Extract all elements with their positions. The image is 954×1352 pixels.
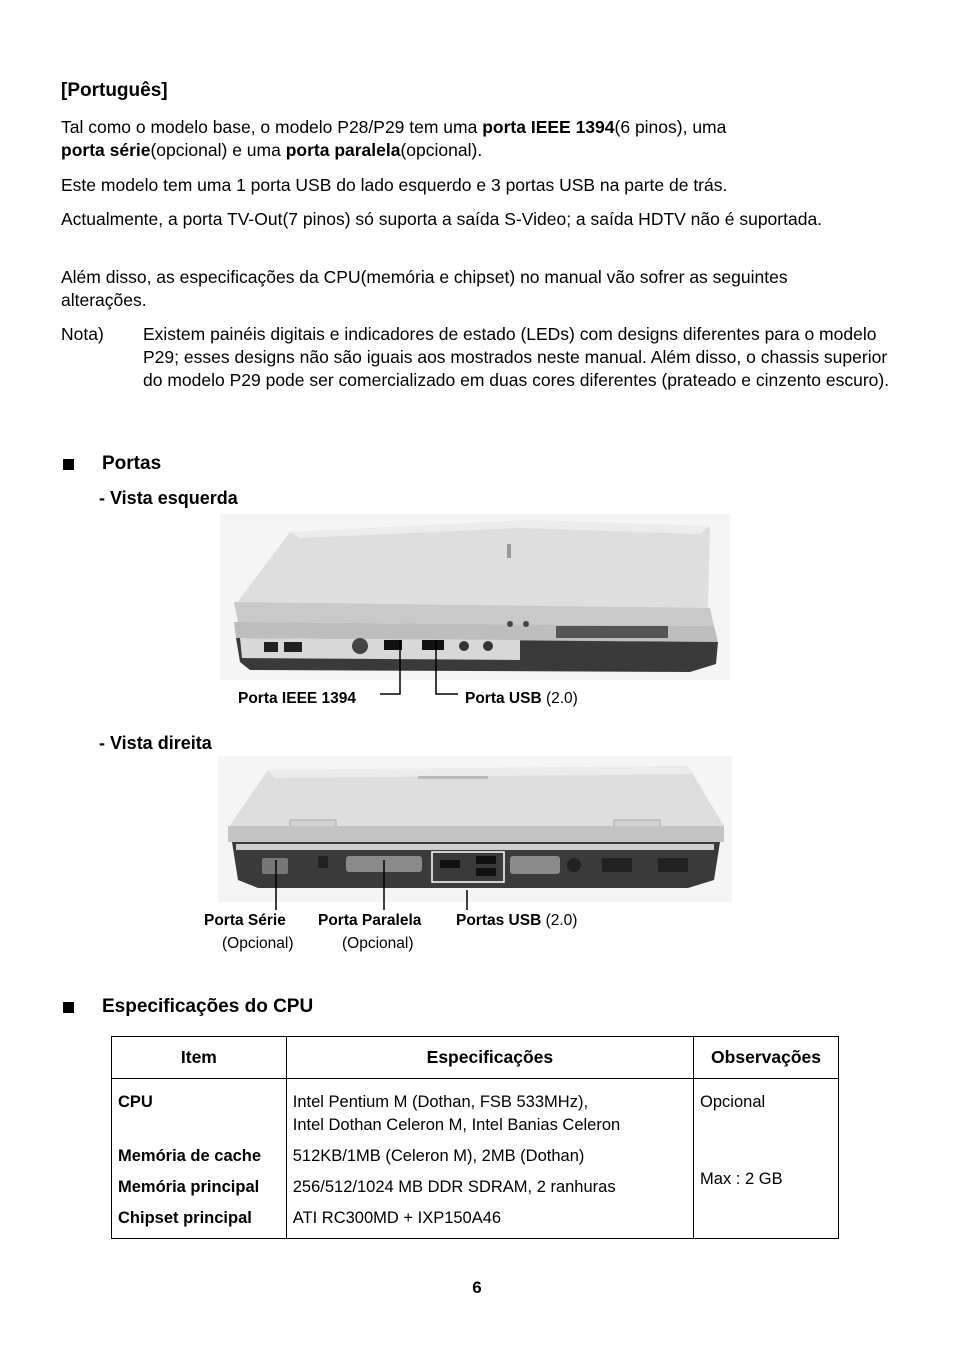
callout-usb-left [465,687,578,710]
callout-usb-right-bold: Portas USB [456,912,542,929]
intro-paragraph-3: Actualmente, a porta TV-Out(7 pinos) só suporta a saída S-Video; a saída HDTV não é suportada. [61,209,823,229]
cell-spec [286,1079,693,1138]
cpu-heading: Especificações do CPU [102,996,314,1017]
callout-usb-left-version: (2.0) [541,690,578,707]
callout-usb-right [456,909,577,932]
table-row [112,1137,839,1168]
right-view-label: - Vista direita [99,733,212,753]
cell-spec: 512KB/1MB (Celeron M), 2MB (Dothan) [286,1137,693,1168]
intro-text: (opcional) e uma [150,140,286,160]
cell-spec-line: Intel Dothan Celeron M, Intel Banias Celeron [292,1116,621,1134]
page-number: 6 [472,1278,482,1297]
intro-text: Tal como o modelo base, o modelo P28/P29 tem uma [61,117,483,137]
callout-ieee-1394: Porta IEEE 1394 [238,690,357,707]
callout-usb-left-bold: Porta USB [465,690,542,707]
table-row [112,1168,839,1199]
callout-serial [204,909,324,932]
cell-spec: 256/512/1024 MB DDR SDRAM, 2 ranhuras [286,1168,693,1199]
cell-item: Memória de cache [112,1137,287,1168]
note-label: Nota) [61,324,104,344]
intro-text: (opcional). [400,140,483,160]
note-text: Existem painéis digitais e indicadores de estado (LEDs) com designs diferentes para o modelo P29; esses designs não são iguais aos mostrados neste manual. Além disso, o chassis superior do modelo P29 pode ser comercializado em duas cores diferentes (prateado e cinzento escuro). [143,324,890,390]
bullet-square [63,459,74,470]
left-view-label: - Vista esquerda [99,488,238,508]
table-header-row [112,1037,839,1079]
intro-bold-serial: porta série [61,140,151,160]
section-title: [Português] [61,80,168,101]
cell-note: Opcional [694,1079,839,1138]
intro-bold-ieee: porta IEEE 1394 [482,117,615,137]
cell-spec-line: Intel Pentium M (Dothan, FSB 533MHz), [292,1093,589,1111]
cell-note: Max : 2 GB [694,1168,839,1199]
left-callout-lines [380,640,460,700]
intro-text: (6 pinos), uma [614,117,727,137]
table-row [112,1199,839,1239]
header-specs: Especificações [286,1037,693,1079]
cell-item: Memória principal [112,1168,287,1199]
header-notes: Observações [694,1037,839,1079]
intro-paragraph-1 [61,116,881,162]
cell-item: Chipset principal [112,1199,287,1239]
table-row [112,1079,839,1138]
cell-note [694,1137,839,1168]
intro-paragraph-2: Este modelo tem uma 1 porta USB do lado esquerdo e 3 portas USB na parte de trás. [61,175,728,195]
callout-serial-optional: (Opcional) [222,935,294,952]
callout-serial-label: Porta Série [204,912,286,929]
ports-heading: Portas [102,453,162,474]
laptop-left-view-image [220,514,730,680]
cell-spec: ATI RC300MD + IXP150A46 [286,1199,693,1239]
cpu-spec-table [111,1036,839,1239]
bullet-square [63,1002,74,1013]
intro-paragraph-4: Além disso, as especificações da CPU(memória e chipset) no manual vão sofrer as seguintes alterações. [61,267,788,310]
callout-parallel-optional: (Opcional) [342,935,414,952]
callout-parallel: Porta Paralela [318,912,422,929]
cell-note [694,1199,839,1239]
header-item: Item [112,1037,287,1079]
cell-item: CPU [112,1079,287,1138]
intro-bold-parallel: porta paralela [285,140,401,160]
right-callout-lines [260,860,500,912]
callout-usb-right-version: (2.0) [541,912,578,929]
